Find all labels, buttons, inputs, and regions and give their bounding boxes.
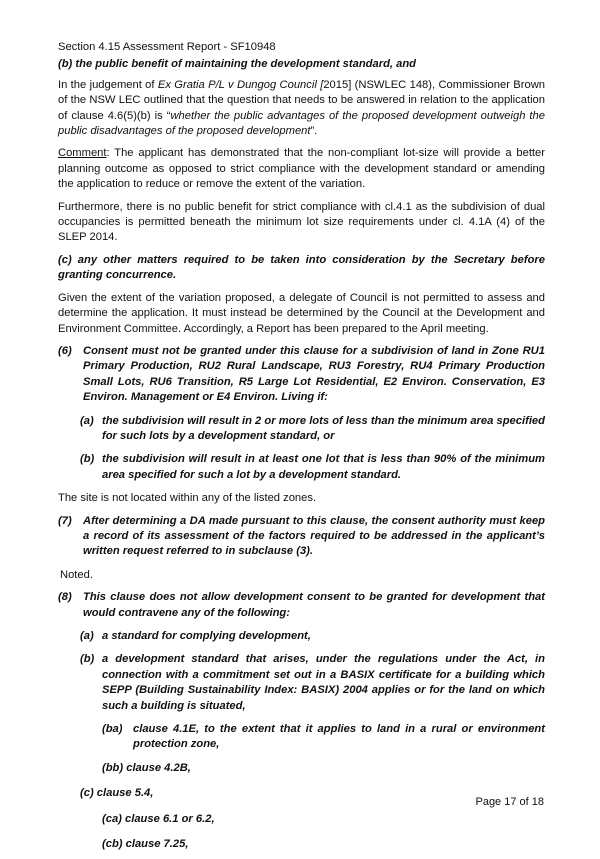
clause-text: Consent must not be granted under this clause for a subdivision of land in Zone RU1 Primary Production, RU2 Rural Landscape, RU3 Forestry, RU4 Primary Production Small Lots, RU6 Transition, R5 Large Lot Residential, E2 Environ. Conservation, E3 Environ. Management or E4 Environ. Living if: <box>83 344 545 404</box>
text-span: 2015] (NSWLEC 148), Commissioner Brown of the NSW LEC outlined that the question that needs to be answered in relation to the application of clause 4.6(5)(b) is “ <box>58 78 546 122</box>
clause-8 <box>58 590 545 621</box>
paragraph-comment <box>58 146 545 192</box>
clause-6a <box>80 414 545 445</box>
clause-8ba <box>102 722 545 753</box>
clause-number: (a) <box>80 414 94 427</box>
clause-text: the subdivision will result in 2 or more lots of less than the minimum area specified for such lots by a development standard, or <box>102 414 545 442</box>
page-number: Page 17 of 18 <box>475 796 544 808</box>
clause-8c: (c) clause 5.4, <box>80 787 154 800</box>
comment-text: : The applicant has demonstrated that the non-compliant lot-size will provide a better planning outcome as opposed to strict compliance with the development standard or amending the application to reduce or remove the extent of the variation. <box>58 147 545 191</box>
clause-text: a standard for complying development, <box>102 630 311 642</box>
clause-8cb: (cb) clause 7.25, <box>102 838 189 851</box>
clause-number: (b) <box>80 653 95 666</box>
paragraph-furthermore: Furthermore, there is no public benefit for strict compliance with cl.4.1 as the subdivision of dual occupancies is permitted beneath the minimum lot size requirements under cl. 4.1A (4) of the SLEP 2014. <box>58 200 545 244</box>
document-body <box>58 40 545 859</box>
clause-text: After determining a DA made pursuant to this clause, the consent authority must keep a record of its assessment of the factors required to be addressed in the applicant’s written request referred to in subclause (3). <box>83 514 545 558</box>
clause-text: a development standard that arises, under the regulations under the Act, in connection with a commitment set out in a BASIX certificate for a building which SEPP (Building Sustainability Index: BASIX) 2004 applies or for the land on which such a building is situated, <box>102 653 545 712</box>
clause-number: (8) <box>58 591 72 604</box>
subheading-b: (b) the public benefit of maintaining the development standard, and <box>58 58 417 71</box>
comment-label: Comment <box>58 147 107 160</box>
clause-number: (b) <box>80 453 95 466</box>
clause-number: (ba) <box>102 723 123 736</box>
clause-6 <box>58 344 545 406</box>
clause-8a <box>80 629 545 644</box>
quote-text: whether the public advantages of the proposed development outweigh the public disadvantages of the proposed development <box>58 109 545 138</box>
clause-7 <box>58 514 545 560</box>
case-name: Ex Gratia P/L v Dungog Council [ <box>157 78 324 91</box>
clause-8bb: (bb) clause 4.2B, <box>102 761 191 774</box>
text-span: ”. <box>310 125 318 138</box>
paragraph-judgement <box>58 78 545 140</box>
text-span: In the judgement of <box>58 78 158 91</box>
noted-text: Noted. <box>60 568 93 581</box>
clause-number: (6) <box>58 344 72 357</box>
clause-number: (7) <box>58 514 72 527</box>
paragraph-site: The site is not located within any of the listed zones. <box>58 492 317 505</box>
paragraph-given: Given the extent of the variation proposed, a delegate of Council is not permitted to assess and determine the application. It must instead be determined by the Council at the Development and Environment Committee. Accordingly, a Report has been prepared to the April meeting. <box>58 291 545 335</box>
heading-c: (c) any other matters required to be taken into consideration by the Secretary before granting concurrence. <box>58 253 545 282</box>
clause-text: the subdivision will result in at least one lot that is less than 90% of the minimum area specified for such a lot by a development standard. <box>102 453 545 481</box>
clause-text: clause 4.1E, to the extent that it applies to land in a rural or environment protection zone, <box>133 723 545 751</box>
clause-8b <box>80 652 545 714</box>
clause-8ca: (ca) clause 6.1 or 6.2, <box>102 812 215 825</box>
clause-6b <box>80 452 545 483</box>
clause-text: This clause does not allow development consent to be granted for development that would contravene any of the following: <box>83 591 545 619</box>
clause-number: (a) <box>80 630 94 642</box>
report-title: Section 4.15 Assessment Report - SF10948 <box>58 41 276 53</box>
